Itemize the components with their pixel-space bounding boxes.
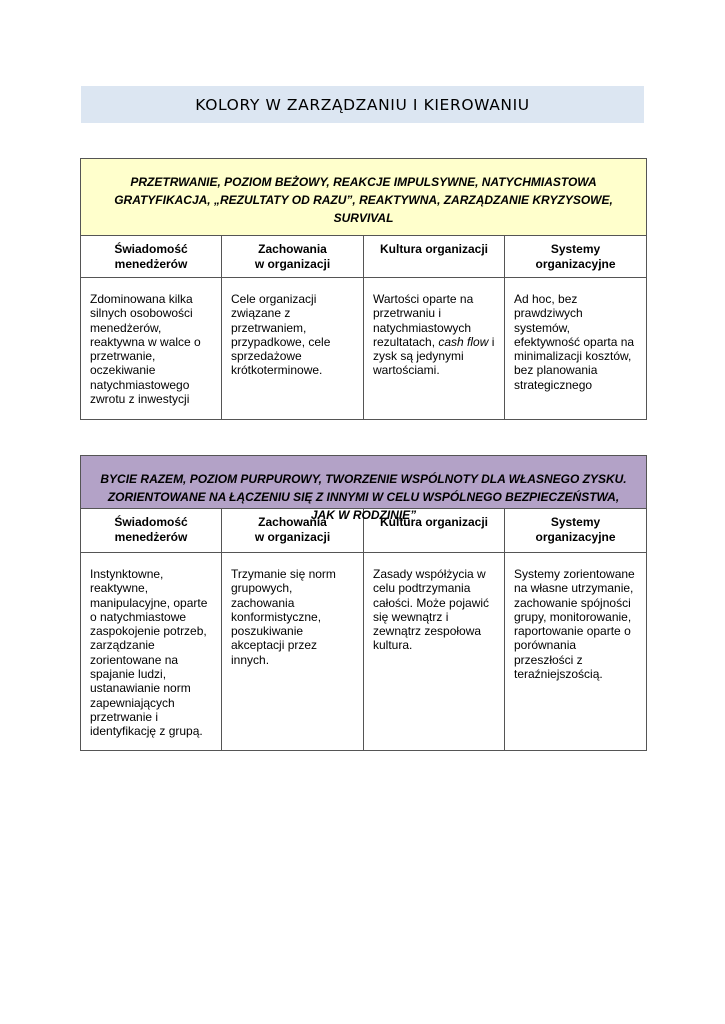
column-header <box>505 509 647 553</box>
header-label: Zachowania w organizacji <box>254 515 331 544</box>
cell-text: Ad hoc, bez prawdziwych systemów, efektywność oparta na minimalizacji kosztów, bez planowania strategicznego <box>514 292 635 392</box>
banner-text: PRZETRWANIE, POZIOM BEŻOWY, REAKCJE IMPULSYWNE, NATYCHMIASTOWA GRATYFIKACJA, „REZULTATY OD RAZU”, REAKTYWNA, ZARZĄDZANIE KRYZYSOWE, SURVIVAL <box>114 175 613 225</box>
column-header <box>364 509 505 553</box>
column-header <box>81 509 222 553</box>
cell-text: Instynktowne, reaktywne, manipulacyjne, oparte o natychmiastowe zaspokojenie potrzeb, zarządzanie zorientowane na spajanie ludzi, ustanawianie norm zapewniających przetrwanie i identyfikację z grupą. <box>90 567 208 739</box>
table-cell <box>81 278 222 420</box>
table-cell <box>81 553 222 751</box>
header-label: Zachowania w organizacji <box>254 242 331 271</box>
header-label: Kultura organizacji <box>379 515 489 529</box>
table-cell <box>505 278 647 420</box>
cell-text <box>373 292 496 378</box>
table-cell <box>364 278 505 420</box>
table-cell <box>364 553 505 751</box>
table-cell <box>222 278 364 420</box>
column-header <box>364 236 505 278</box>
level-table-purple <box>80 455 647 751</box>
cell-text: Zasady współżycia w celu podtrzymania całości. Może pojawić się wewnątrz i zewnątrz zespołowa kultura. <box>373 567 490 653</box>
document-title: KOLORY W ZARZĄDZANIU I KIEROWANIU <box>195 95 530 114</box>
header-label: Świadomość menedżerów <box>114 515 188 544</box>
table-cell <box>222 553 364 751</box>
cell-text: Trzymanie się norm grupowych, zachowania konformistyczne, poszukiwanie akceptacji przez innych. <box>231 567 336 667</box>
cell-text: Cele organizacji związane z przetrwaniem, przypadkowe, cele sprzedażowe krótkoterminowe. <box>231 292 331 378</box>
column-header <box>81 236 222 278</box>
header-label: Świadomość menedżerów <box>114 242 188 271</box>
cell-text-part: i zysk są jedynymi wartościami. <box>373 334 495 378</box>
column-header <box>222 236 364 278</box>
table-cell <box>505 553 647 751</box>
cell-text-part: Wartości oparte na przetrwaniu i natychmiastowych rezultatach, <box>373 292 474 349</box>
banner-text: BYCIE RAZEM, POZIOM PURPUROWY, TWORZENIE WSPÓLNOTY DLA WŁASNEGO ZYSKU. ZORIENTOWANE NA ŁĄCZENIU SIĘ Z INNYMI W CELU WSPÓLNEGO BEZPIECZEŃSTWA, JAK W RODZINIE” <box>100 472 627 522</box>
column-header <box>505 236 647 278</box>
document-title-band <box>81 86 644 123</box>
header-label: Systemy organizacyjne <box>535 515 616 544</box>
cell-text: Zdominowana kilka silnych osobowości menedżerów, reaktywna w walce o przetrwanie, oczekiwanie natychmiastowego zwrotu z inwestycji <box>90 292 201 407</box>
table-banner <box>81 159 647 236</box>
header-label: Kultura organizacji <box>379 242 489 256</box>
header-label: Systemy organizacyjne <box>535 242 616 271</box>
level-table-beige <box>80 158 647 420</box>
cell-text-emphasis: cash flow <box>438 334 489 349</box>
cell-text: Systemy zorientowane na własne utrzymanie, zachowanie spójności grupy, monitorowanie, raportowanie oparte o porównania przeszłości z teraźniejszością. <box>514 567 635 682</box>
